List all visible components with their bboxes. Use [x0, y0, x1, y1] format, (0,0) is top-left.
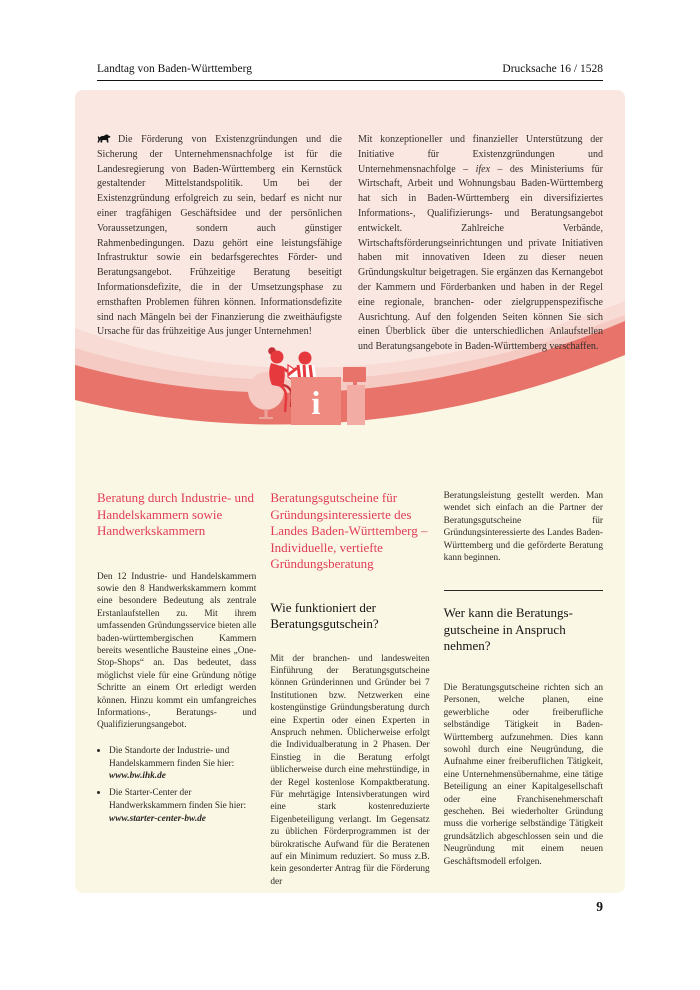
ihk-url-link[interactable]: www.bw.ihk.de [109, 771, 166, 782]
ifex-initiative-name: ifex [475, 163, 491, 175]
starter-center-bullet-text: Die Starter-Center der Handwerkskammern finden Sie hier: [109, 788, 247, 811]
intro-right-text-a: Mit konzeptioneller und finanzieller Unterstützung der Initiative für Existenzgründungen und Unternehmensnachfolge – [358, 134, 603, 175]
lion-icon [97, 134, 111, 143]
header-document-id: Drucksache 16 / 1528 [502, 63, 603, 75]
list-item-starter-center [109, 786, 256, 825]
gutscheine-body: Mit der branchen- und landesweiten Einführung der Beratungsgutscheine können Gründerinnen und Gründer bei 7 Institutionen bzw. Netzwerken eine kostengünstige Gründungsberatung durch eine Expertin oder einen Experten in Anspruch nehmen. Üblicherweise erfolgt die Individualberatung in 2 Phasen. Der Einstieg in die Beratung erfolgt üblicherweise durch eine mehrstündige, in der Regel kostenlose Kompaktberatung. Für mehrtägige Intensivberatungen wird eine stark kostenreduzierte Eigenbeteiligung verlangt. Im Gegensatz zu üblichen Förderprogrammen ist der bürokratische Aufwand für die Beratenen auf ein Minimum reduziert. So muss z.B. kein gesonderter Antrag für die Förderung der [270, 653, 430, 887]
intro-section [97, 133, 603, 355]
funktioniert-question-heading: Wie funktioniert der Beratungsgutschein? [270, 599, 379, 631]
link-list [97, 744, 256, 826]
anspruch-body: Die Beratungsgutscheine richten sich an Personen, welche planen, eine gewerbliche oder freiberufliche selbständige Tätigkeit in Baden-Württemberg aufzunehmen. Dies kann sowohl durch eine Neugründung, die Aufnahme einer freiberuflichen Tätigkeit, eine Unternehmensübernahme, eine tätige Beteiligung an einer Kapitalgesellschaft oder eine Franchisenehmerschaft geschehen. Bei wiederholter Gründung muss die vorherige selbständige Tätigkeit grundsätzlich abgeschlossen sein und die Neugründung mit einem neuen Geschäftsmodell erfolgen. [443, 682, 603, 867]
header-issuer: Landtag von Baden-Württemberg [97, 63, 252, 75]
list-item-ihk [109, 744, 256, 783]
continuation-body: Beratungsleistung gestellt werden. Man wendet sich einfach an die Partner der Beratungsgutscheine für Gründungsinteressierte des Landes Baden-Württemberg und die geförderte Beratung kann beginnen. [443, 491, 603, 564]
column-gutscheine [270, 490, 429, 888]
column-kammern [97, 490, 256, 888]
content-sheet [75, 90, 625, 893]
info-i-symbol: i [311, 386, 321, 422]
gutscheine-heading: Beratungsgutscheine für Gründungsinteressierte des Landes Baden-Württemberg – Individuelle, vertiefte Gründungsberatung [270, 490, 428, 571]
column-anspruch [444, 490, 603, 888]
columns-section [97, 490, 603, 888]
intro-left-text: Die Förderung von Existenzgründungen und die Sicherung der Unternehmensnachfolge ist für die Landesregierung von Baden-Württemberg ein Kernstück gestaltender Mittelstandspolitik. Um bei der Existenzgründung erfolgreich zu sein, bedarf es nicht nur einer tragfähigen Geschäftsidee und der persönlichen Voraussetzungen, sondern auch günstiger Rahmenbedingungen. Dazu gehört eine leistungsfähige Infrastruktur sowie ein bedarfsgerechtes Förder- und Beratungsangebot. Frühzeitige Beratung beseitigt Informationsdefizite, die in der Umsetzungsphase zu ernsthaften Problemen führen können. Informationsdefizite sind nach Mängeln bei der Finanzierung die zweithäufigste Ursache für das frühzeitige Aus junger Unternehmen! [97, 134, 342, 338]
intro-right-paragraph [358, 133, 603, 355]
starter-center-url-link[interactable]: www.starter-center-bw.de [109, 813, 206, 824]
anspruch-question-heading: Wer kann die Beratungsgutscheine in Anspruch nehmen? [443, 605, 573, 654]
ihk-bullet-text: Die Standorte der Industrie- und Handelskammern finden Sie hier: [109, 745, 235, 769]
document-header [97, 63, 603, 81]
info-counter-illustration [248, 347, 366, 425]
intro-right-text-b: – des Ministeriums für Wirtschaft, Arbeit und Wohnungsbau Baden-Württemberg hat sich in Baden-Württemberg ein diversifiziertes Informations-, Qualifizierungs- und Beratungsangebot entwickelt. Zahlreiche Verbände, Wirtschaftsförderungseinrichtungen und private Initiativen haben mit innovativen Ideen zu dieser neuen Gründungskultur beigetragen. Sie ergänzen das Kernangebot der Kammern und Förderbanken und haben in der Regel eine regionale, branchen- oder zielgruppenspezifische Ausrichtung. Auf den folgenden Seiten können Sie sich einen Überblick über die unterschiedlichen Anlaufstellen und Beratungsangebote in Baden-Württemberg verschaffen. [358, 163, 603, 353]
intro-left-paragraph [97, 133, 342, 355]
kammern-body: Den 12 Industrie- und Handelskammern sowie den 8 Handwerkskammern kommt eine besondere Bedeutung als zentrale Erstanlaufstellen zu. Mit ihrem umfassenden Gründungsservice bieten alle baden-württembergischen Kammern bereits wesentliche Bausteine eines „One-Stop-Shops“ an. Das bedeutet, dass möglichst viele für eine Gründung nötige Schritte an einem Ort erledigt werden können. Hinzu kommt ein umfangreiches Informations-, Beratungs- und Qualifizierungsangebot. [97, 571, 257, 731]
page-number: 9 [596, 899, 603, 914]
section-divider [444, 590, 603, 591]
kammern-heading: Beratung durch Industrie- und Handelskammern sowie Handwerkskammern [97, 490, 255, 538]
